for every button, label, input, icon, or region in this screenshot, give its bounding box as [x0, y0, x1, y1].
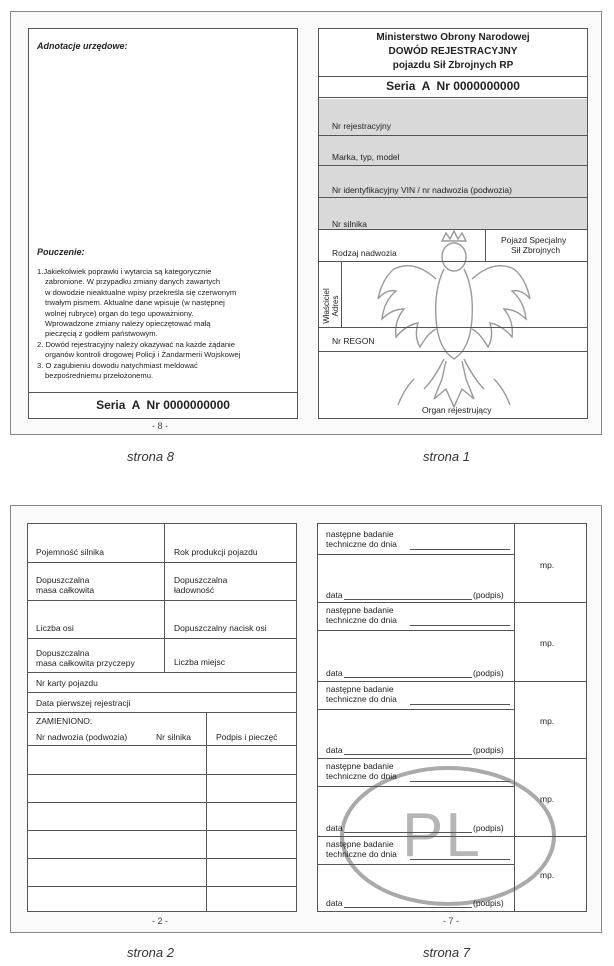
owner-text: Właściciel	[322, 288, 331, 324]
document-subtitle: pojazdu Sił Zbrojnych RP	[392, 60, 514, 71]
instruction-title: Pouczenie:	[37, 247, 85, 257]
caption: strona 2	[127, 945, 174, 960]
owner-label	[322, 286, 340, 326]
next-inspection-label: następne badanie	[326, 839, 394, 849]
axles-label: Liczba osi	[36, 623, 74, 633]
instruction-line: 2. Dowód rejestracyjny należy okazywać na każde żądanie	[37, 339, 235, 349]
axle-load-label: Dopuszczalny nacisk osi	[174, 623, 267, 633]
divider	[28, 562, 296, 563]
instruction-line: w dowodzie nieaktualne wpisy przekreśla się czerwonym	[45, 287, 237, 297]
date-label: data	[326, 898, 343, 908]
next-inspection-label: następne badanie	[326, 529, 394, 539]
document-title: DOWÓD REJESTRACYJNY	[388, 46, 518, 57]
page-number: - 8 -	[152, 421, 169, 431]
date-line	[344, 754, 472, 755]
instructions-list	[37, 267, 295, 381]
gross-mass-label: masa całkowita	[36, 585, 95, 595]
divider	[28, 672, 296, 673]
divider	[318, 630, 514, 631]
page-1	[318, 28, 588, 419]
page-7	[317, 523, 587, 912]
engine-capacity-label: Pojemność silnika	[36, 547, 105, 557]
address-text: Adres	[331, 295, 340, 317]
divider	[318, 836, 586, 837]
page-2	[27, 523, 297, 912]
instruction-line: pieczęcią z godłem państwowym.	[45, 329, 158, 339]
divider	[341, 261, 342, 327]
divider	[318, 681, 586, 682]
table-row	[28, 774, 296, 775]
seats-label: Liczba miejsc	[174, 657, 226, 667]
instruction-line: trwałym pismem. Aktualne dane wpisuje (w następnej	[45, 298, 225, 308]
next-inspection-label: następne badanie	[326, 605, 394, 615]
signature-label: (podpis)	[473, 590, 504, 600]
date-label: data	[326, 590, 343, 600]
divider	[164, 524, 165, 672]
next-inspection-label: techniczne do dnia	[326, 539, 397, 549]
instruction-line: 1.Jakiekolwiek poprawki i wytarcia są kategorycznie	[37, 267, 212, 276]
table-row	[28, 802, 296, 803]
page-number: - 7 -	[443, 916, 460, 926]
divider	[319, 351, 587, 352]
col-signature: Podpis i pieczęć	[216, 732, 278, 742]
stamp-label: mp.	[540, 794, 555, 804]
series-number: Seria A Nr 0000000000	[96, 398, 230, 412]
table-row	[28, 886, 296, 887]
stamp-label: mp.	[540, 638, 555, 648]
divider	[318, 786, 514, 787]
instruction-line: 3. O zagubieniu dowodu natychmiast meldować	[37, 360, 198, 370]
page-number: - 2 -	[152, 916, 169, 926]
divider	[319, 97, 587, 98]
next-inspection-label: techniczne do dnia	[326, 771, 397, 781]
stamp-label: mp.	[540, 560, 555, 570]
date-line	[344, 907, 472, 908]
divider	[318, 864, 514, 865]
payload-label: Dopuszczalna	[174, 575, 228, 585]
pl-text: PL	[402, 801, 482, 870]
signature-label: (podpis)	[473, 668, 504, 678]
caption: strona 7	[423, 945, 470, 960]
caption: strona 1	[423, 449, 470, 464]
combo-mass-label: masa całkowita przyczepy	[36, 658, 135, 668]
annotations-title: Adnotacje urzędowe:	[37, 41, 128, 51]
divider	[318, 554, 514, 555]
instruction-line: organów kontroli drogowej Policji i Żandarmerii Wojskowej	[45, 350, 241, 360]
gross-mass-label: Dopuszczalna	[36, 575, 90, 585]
divider	[28, 692, 296, 693]
stamp-label: mp.	[540, 870, 555, 880]
reg-number-label: Nr rejestracyjny	[332, 121, 392, 131]
divider	[318, 709, 514, 710]
date-line	[410, 704, 510, 705]
date-line	[344, 677, 472, 678]
series-number: Seria A Nr 0000000000	[386, 79, 520, 93]
divider	[514, 524, 515, 911]
next-inspection-label: techniczne do dnia	[326, 694, 397, 704]
table-row	[28, 858, 296, 859]
special-vehicle-label: Sił Zbrojnych	[511, 245, 561, 255]
date-line	[344, 832, 472, 833]
instruction-line: bezpośredniemu przełożonemu.	[45, 371, 154, 381]
divider	[206, 712, 207, 911]
production-year-label: Rok produkcji pojazdu	[174, 547, 258, 557]
divider	[319, 135, 587, 136]
date-line	[410, 549, 510, 550]
col-engine-number: Nr silnika	[156, 732, 191, 742]
ministry-name: Ministerstwo Obrony Narodowej	[376, 32, 530, 43]
date-label: data	[326, 668, 343, 678]
stamp-label: mp.	[540, 716, 555, 726]
make-model-label: Marka, typ, model	[332, 152, 400, 162]
special-vehicle-label: Pojazd Specjalny	[501, 235, 567, 245]
instruction-line: Wprowadzone zmiany należy opieczętować małą	[45, 319, 211, 329]
divider	[28, 638, 296, 639]
date-line	[410, 625, 510, 626]
eagle-emblem	[374, 229, 534, 419]
date-label: data	[326, 745, 343, 755]
vin-label: Nr identyfikacyjny VIN / nr nadwozia (podwozia)	[332, 185, 512, 195]
payload-label: ładowność	[174, 585, 215, 595]
date-line	[410, 859, 510, 860]
divider	[319, 229, 587, 230]
instruction-line: wolnej rubryce) organ do tego upoważniony.	[45, 308, 194, 318]
regon-label: Nr REGON	[332, 336, 375, 346]
next-inspection-label: techniczne do dnia	[326, 615, 397, 625]
next-inspection-label: następne badanie	[326, 684, 394, 694]
divider	[28, 600, 296, 601]
divider	[485, 229, 486, 261]
col-body-number: Nr nadwozia (podwozia)	[36, 732, 128, 742]
divider	[319, 197, 587, 198]
combo-mass-label: Dopuszczalna	[36, 648, 90, 658]
signature-label: (podpis)	[473, 898, 504, 908]
divider	[319, 261, 587, 262]
table-row	[28, 830, 296, 831]
signature-label: (podpis)	[473, 745, 504, 755]
divider	[318, 758, 586, 759]
caption: strona 8	[127, 449, 174, 464]
divider	[319, 76, 587, 77]
next-inspection-label: następne badanie	[326, 761, 394, 771]
date-label: data	[326, 823, 343, 833]
first-registration-label: Data pierwszej rejestracji	[36, 698, 131, 708]
signature-label: (podpis)	[473, 823, 504, 833]
next-inspection-label: techniczne do dnia	[326, 849, 397, 859]
page-8	[28, 28, 298, 419]
divider	[318, 602, 586, 603]
divider	[28, 712, 296, 713]
date-line	[344, 599, 472, 600]
divider	[29, 392, 297, 393]
body-type-label: Rodzaj nadwozia	[332, 248, 397, 258]
authority-label: Organ rejestrujący	[422, 405, 492, 415]
engine-number-label: Nr silnika	[332, 219, 367, 229]
divider	[319, 327, 587, 328]
divider	[319, 165, 587, 166]
card-number-label: Nr karty pojazdu	[36, 678, 98, 688]
divider	[28, 745, 296, 746]
date-line	[410, 781, 510, 782]
instruction-line: zabronione. W przypadku zmiany danych zawartych	[45, 277, 221, 287]
shaded-area	[319, 99, 587, 229]
replaced-label: ZAMIENIONO:	[36, 716, 93, 726]
